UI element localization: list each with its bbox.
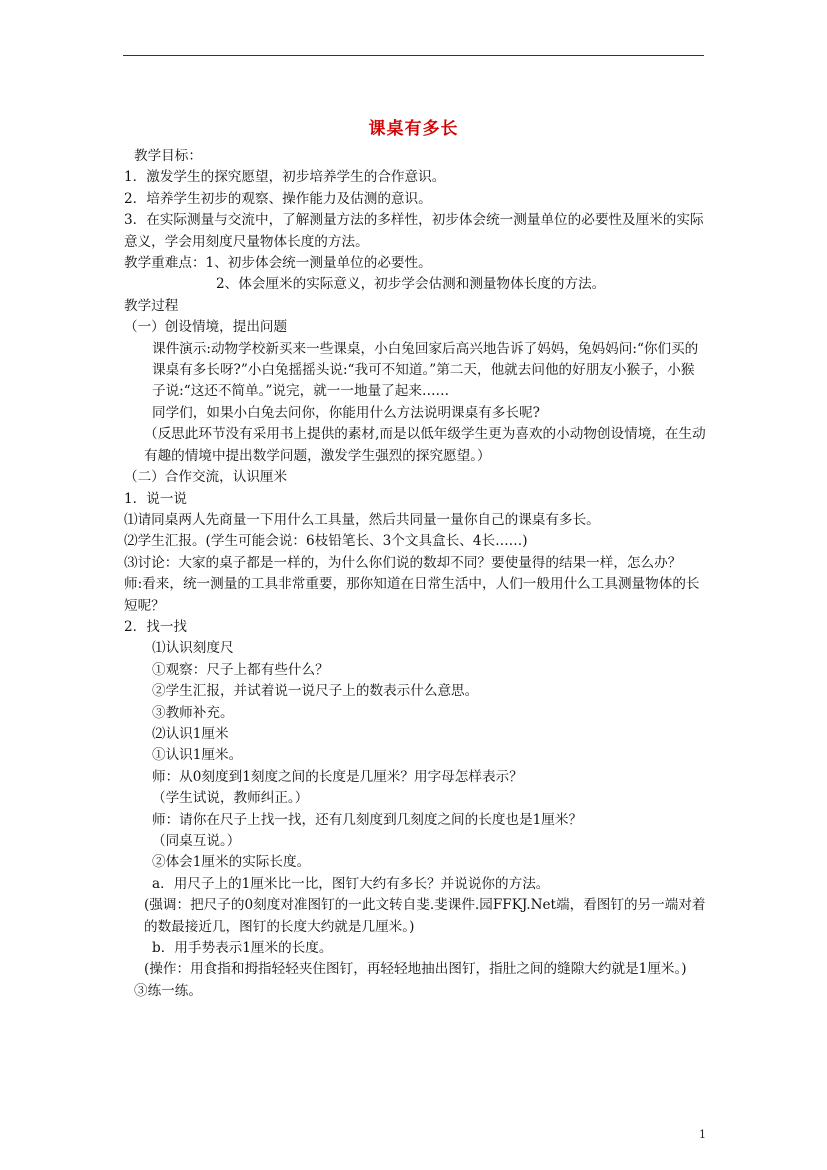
item-find-1c: ③教师补充。 [152,704,234,721]
key-points-1: 教学重难点：1、初步体会统一测量单位的必要性。 [124,255,432,272]
section-heading-process: 教学过程 [124,297,179,314]
subsection-heading-1: （一）创设情境，提出问题 [124,319,288,336]
item-find-1: ⑴认识刻度尺 [152,640,234,657]
paragraph-teacher-1: 师:看来，统一测量的工具非常重要，那你知道在日常生活中，人们一般用什么工具测量物体的长短呢？ [124,576,700,614]
item-say: 1．说一说 [124,490,188,507]
item-say-1: ⑴请同桌两人先商量一下用什么工具量，然后共同量一量你自己的课桌有多长。 [124,511,600,528]
activity-b: b．用手势表示1厘米的长度。 [152,940,333,957]
item-find-1b: ②学生汇报，并试着说一说尺子上的数表示什么意思。 [152,683,479,700]
paragraph-question: 同学们，如果小白兔去问你，你能用什么方法说明课桌有多长呢? [152,404,540,421]
document-body [124,146,706,1002]
activity-b-note: (操作：用食指和拇指轻轻夹住图钉，再轻轻地抽出图钉，指肚之间的缝隙大约就是1厘米。) [144,961,687,978]
item-find-2: ⑵认识1厘米 [152,725,229,742]
header-rule [123,55,704,56]
item-find-2a: ①认识1厘米。 [152,747,243,764]
student-try: （学生试说，教师纠正。） [152,790,309,807]
item-say-2: ⑵学生汇报。(学生可能会说：6枝铅笔长、3个文具盒长、4长……) [124,533,528,550]
paragraph-courseware: 课件演示:动物学校新买来一些课桌，小白兔回家后高兴地告诉了妈妈，兔妈妈问:“你们买的课桌有多长呀?”小白兔摇摇头说:“我可不知道。”第二天，他就去问他的好朋友小猴子，小猴子说:“这还不简单。”说完，就一一地量了起来…… [152,340,699,400]
goal-1: 1．激发学生的探究愿望，初步培养学生的合作意识。 [124,169,446,186]
page-number: 1 [699,1128,706,1141]
activity-a-note: (强调：把尺子的0刻度对准图钉的一此文转自斐.斐课件.园FFKJ.Net端，看图钉的另一端对着的数最接近几，图钉的长度大约就是几厘米。) [144,897,706,935]
paragraph-reflection: （反思此环节没有采用书上提供的素材,而是以低年级学生更为喜欢的小动物创设情境，在生动有趣的情境中提出数学问题，激发学生强烈的探究愿望。） [144,426,706,464]
goal-3: 3．在实际测量与交流中，了解测量方法的多样性，初步体会统一测量单位的必要性及厘米的实际意义，学会用刻度尺量物体长度的方法。 [124,212,704,250]
activity-a: a．用尺子上的1厘米比一比，图钉大约有多长？并说说你的方法。 [152,875,550,892]
section-heading-goals: 教学目标： [134,148,202,164]
subsection-heading-2: （二）合作交流，认识厘米 [124,469,288,486]
item-say-3: ⑶讨论：大家的桌子都是一样的，为什么你们说的数却不同？要使量得的结果一样，怎么办？ [124,554,682,571]
item-find: 2．找一找 [124,618,188,635]
item-find-2b: ②体会1厘米的实际长度。 [152,854,311,871]
teacher-question-2: 师：请你在尺子上找一找，还有几刻度到几刻度之间的长度也是1厘米？ [152,811,583,828]
goal-2: 2．培养学生初步的观察、操作能力及估测的意识。 [124,190,432,207]
key-points-2: 2、体会厘米的实际意义，初步学会估测和测量物体长度的方法。 [216,276,606,293]
item-find-1a: ①观察：尺子上都有些什么？ [152,661,329,678]
item-find-2c: ③练一练。 [134,982,202,999]
peer-talk: （同桌互说。） [152,833,241,849]
teacher-question-1: 师：从0刻度到1刻度之间的长度是几厘米？用字母怎样表示？ [152,768,523,785]
document-title: 课桌有多长 [368,119,459,139]
